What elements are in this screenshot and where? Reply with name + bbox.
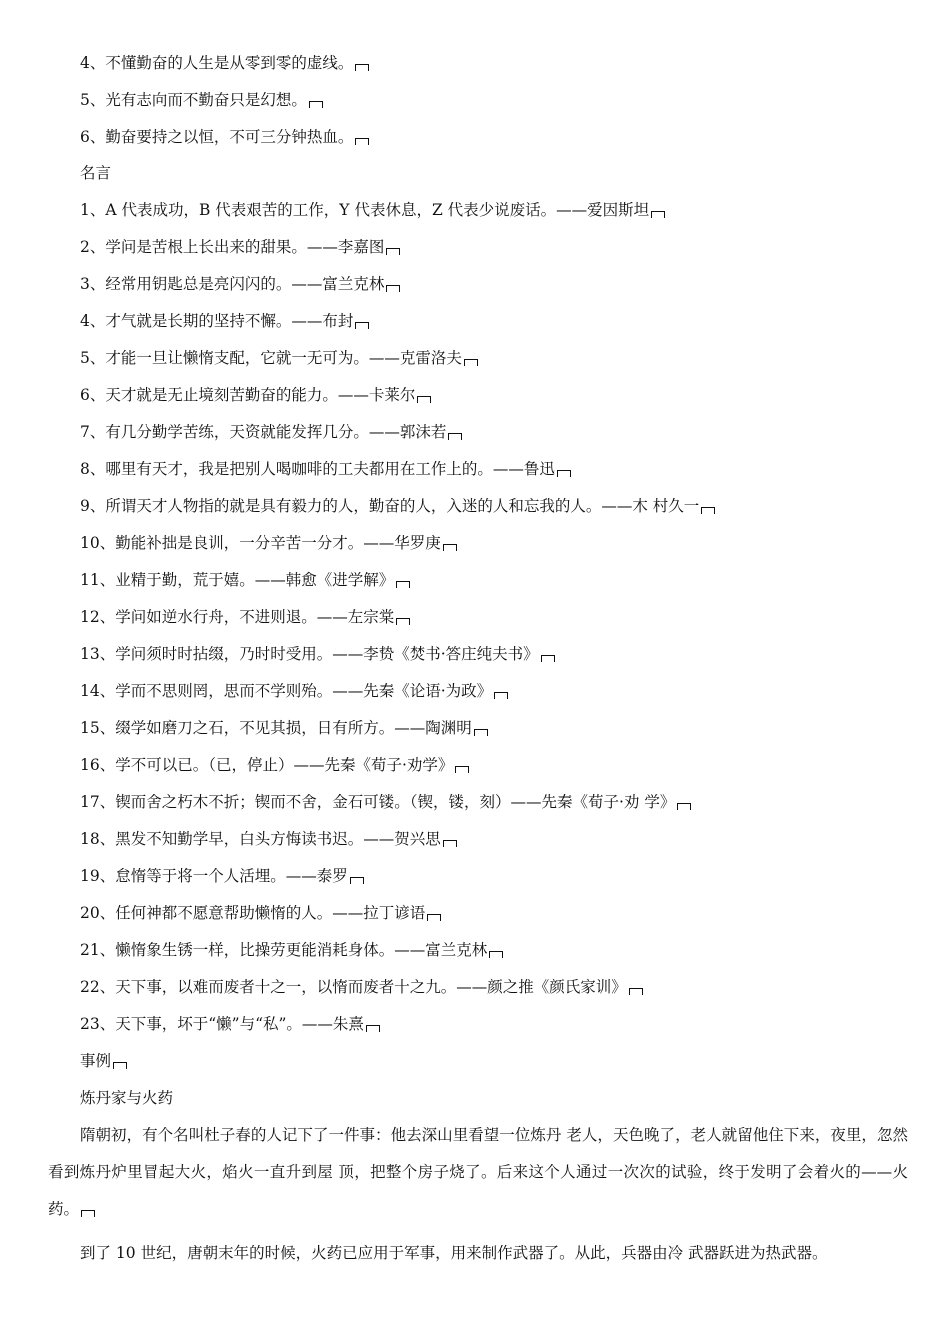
list-item xyxy=(80,89,323,111)
quote-text: 14、学而不思则罔，思而不学则殆。——先秦《论语·为政》 xyxy=(80,682,493,700)
story-title-text: 炼丹家与火药 xyxy=(80,1089,174,1107)
paragraph-mark-icon xyxy=(629,988,643,995)
paragraph-mark-icon xyxy=(417,396,431,403)
quote-text: 17、锲而舍之朽木不折；锲而不舍，金石可镂。（锲，镂，刻）——先秦《荀子·劝 学》 xyxy=(80,793,676,811)
quote-text: 9、所谓天才人物指的就是具有毅力的人，勤奋的人，入迷的人和忘我的人。——木 村久一 xyxy=(80,497,700,515)
paragraph-mark-icon xyxy=(651,211,665,218)
quote-item xyxy=(80,1013,380,1035)
paragraph-mark-icon xyxy=(350,877,364,884)
quote-item xyxy=(80,310,369,332)
section-heading-quotes xyxy=(80,162,111,184)
paragraph-mark-icon xyxy=(448,433,462,440)
paragraph-text: 到了 10 世纪，唐朝末年的时候，火药已应用于军事，用来制作武器了。从此，兵器由冷 武器跃进为热武器。 xyxy=(80,1244,828,1262)
paragraph-mark-icon xyxy=(81,1210,95,1217)
paragraph-mark-icon xyxy=(443,840,457,847)
quote-item xyxy=(80,865,364,887)
quote-item xyxy=(80,421,462,443)
quote-text: 13、学问须时时拈缀，乃时时受用。——李贽《焚书·答庄纯夫书》 xyxy=(80,645,539,663)
quote-item xyxy=(80,347,478,369)
quote-item xyxy=(80,939,503,961)
quote-text: 16、学不可以已。（已，停止）——先秦《荀子·劝学》 xyxy=(80,756,454,774)
list-item xyxy=(80,52,369,74)
quote-item xyxy=(80,717,488,739)
quote-item xyxy=(80,976,643,998)
quote-text: 3、经常用钥匙总是亮闪闪的。——富兰克林 xyxy=(80,275,385,293)
quote-text: 11、业精于勤，荒于嬉。——韩愈《进学解》 xyxy=(80,571,395,589)
quote-text: 4、才气就是长期的坚持不懈。——布封 xyxy=(80,312,354,330)
paragraph-mark-icon xyxy=(455,766,469,773)
quote-text: 12、学问如逆水行舟，不进则退。——左宗棠 xyxy=(80,608,395,626)
quote-item xyxy=(80,236,400,258)
quote-text: 6、天才就是无止境刻苦勤奋的能力。——卡莱尔 xyxy=(80,386,416,404)
quote-item xyxy=(80,680,508,702)
quote-text: 1、A 代表成功，B 代表艰苦的工作，Y 代表休息，Z 代表少说废话。——爱因斯坦 xyxy=(80,201,650,219)
quote-item xyxy=(80,902,441,924)
heading-text: 名言 xyxy=(80,164,112,182)
quote-item xyxy=(80,791,691,813)
line-text: 6、勤奋要持之以恒，不可三分钟热血。 xyxy=(80,128,354,146)
quote-item xyxy=(80,569,410,591)
quote-text: 22、天下事，以难而废者十之一，以惰而废者十之九。——颜之推《颜氏家训》 xyxy=(80,978,627,996)
quote-text: 15、缀学如磨刀之石，不见其损，日有所方。——陶渊明 xyxy=(80,719,472,737)
paragraph-mark-icon xyxy=(541,655,555,662)
paragraph-mark-icon xyxy=(427,914,441,921)
paragraph-mark-icon xyxy=(386,285,400,292)
quote-item xyxy=(80,643,555,665)
story-paragraph xyxy=(48,1117,908,1228)
paragraph-mark-icon xyxy=(396,618,410,625)
paragraph-mark-icon xyxy=(464,359,478,366)
paragraph-text: 隋朝初，有个名叫杜子春的人记下了一件事：他去深山里看望一位炼丹 老人，天色晚了，老人就留他住下来，夜里，忽然看到炼丹炉里冒起大火，焰火一直升到屋 顶，把整个房子烧了。后来这个人通过一次次的试验，终于发明了会着火的——火药。 xyxy=(48,1126,908,1218)
quote-item xyxy=(80,384,431,406)
paragraph-mark-icon xyxy=(677,803,691,810)
paragraph-mark-icon xyxy=(494,692,508,699)
quote-text: 23、天下事，坏于“懒”与“私”。——朱熹 xyxy=(80,1015,364,1033)
quote-item xyxy=(80,754,469,776)
heading-text: 事例 xyxy=(80,1052,112,1070)
paragraph-mark-icon xyxy=(309,101,323,108)
paragraph-mark-icon xyxy=(474,729,488,736)
paragraph-mark-icon xyxy=(386,248,400,255)
list-item xyxy=(80,126,369,148)
paragraph-mark-icon xyxy=(355,64,369,71)
paragraph-mark-icon xyxy=(355,322,369,329)
paragraph-mark-icon xyxy=(557,470,571,477)
quote-text: 10、勤能补拙是良训，一分辛苦一分才。——华罗庚 xyxy=(80,534,441,552)
quote-text: 20、任何神都不愿意帮助懒惰的人。——拉丁谚语 xyxy=(80,904,426,922)
quote-item xyxy=(80,828,457,850)
quote-text: 18、黑发不知勤学早，白头方悔读书迟。——贺兴思 xyxy=(80,830,441,848)
quote-item xyxy=(80,458,571,480)
quote-item xyxy=(80,532,457,554)
paragraph-mark-icon xyxy=(355,138,369,145)
paragraph-mark-icon xyxy=(443,544,457,551)
line-text: 4、不懂勤奋的人生是从零到零的虚线。 xyxy=(80,54,354,72)
paragraph-mark-icon xyxy=(366,1025,380,1032)
paragraph-mark-icon xyxy=(701,507,715,514)
quote-item xyxy=(80,606,410,628)
quote-item xyxy=(80,273,400,295)
line-text: 5、光有志向而不勤奋只是幻想。 xyxy=(80,91,307,109)
story-paragraph xyxy=(48,1235,908,1272)
quote-text: 2、学问是苦根上长出来的甜果。——李嘉图 xyxy=(80,238,385,256)
quote-text: 8、哪里有天才，我是把别人喝咖啡的工夫都用在工作上的。——鲁迅 xyxy=(80,460,555,478)
paragraph-mark-icon xyxy=(396,581,410,588)
quote-item xyxy=(80,199,665,221)
story-title xyxy=(80,1087,173,1109)
quote-text: 19、怠惰等于将一个人活埋。——泰罗 xyxy=(80,867,348,885)
quote-text: 5、才能一旦让懒惰支配，它就一无可为。——克雷洛夫 xyxy=(80,349,462,367)
paragraph-mark-icon xyxy=(113,1062,127,1069)
section-heading-examples xyxy=(80,1050,127,1072)
quote-text: 7、有几分勤学苦练，天资就能发挥几分。——郭沫若 xyxy=(80,423,447,441)
paragraph-mark-icon xyxy=(489,951,503,958)
quote-text: 21、懒惰象生锈一样，比操劳更能消耗身体。——富兰克林 xyxy=(80,941,488,959)
quote-item xyxy=(80,495,715,517)
